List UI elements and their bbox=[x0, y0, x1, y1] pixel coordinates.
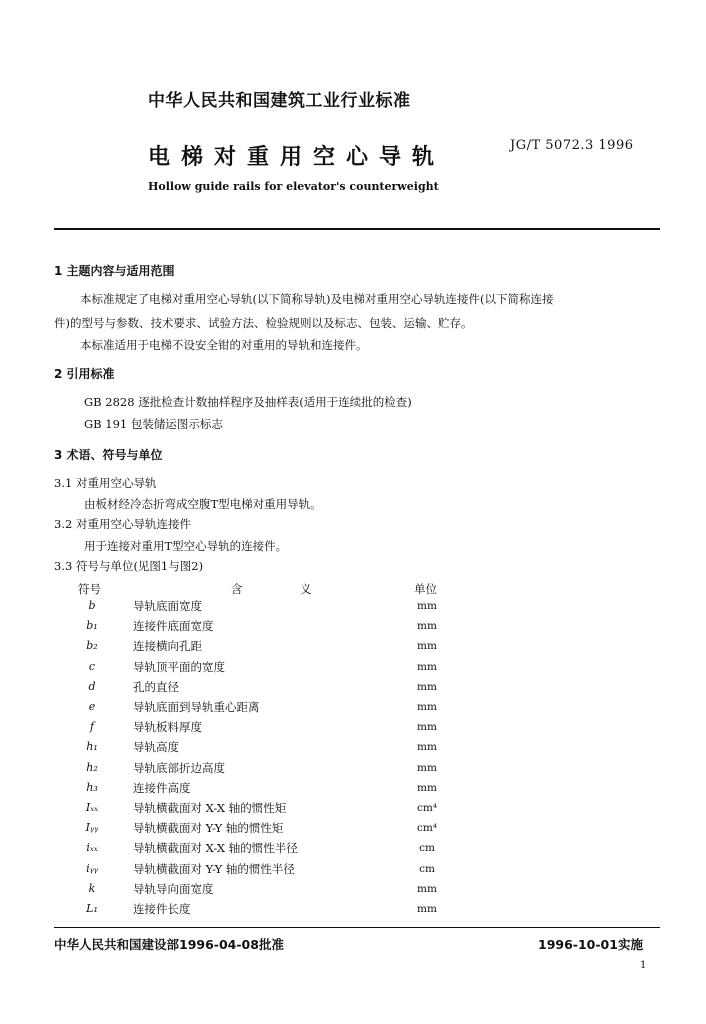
table-row bbox=[0, 678, 706, 698]
table-cell-unit: cm⁴ bbox=[416, 822, 438, 835]
table-row bbox=[0, 839, 706, 859]
table-cell-meaning: 导轨横截面对 Y-Y 轴的惯性矩 bbox=[133, 821, 284, 836]
table-cell-symbol: iᵧᵧ bbox=[86, 861, 98, 875]
page-number: 1 bbox=[640, 960, 647, 971]
table-header-unit: 单位 bbox=[414, 582, 437, 596]
table-cell-unit: mm bbox=[417, 620, 437, 633]
table-cell-unit: mm bbox=[417, 903, 437, 915]
table-cell-symbol: Iₓₓ bbox=[85, 801, 99, 814]
table-cell-meaning: 导轨底部折边高度 bbox=[133, 760, 225, 775]
table-row bbox=[0, 617, 706, 637]
table-row bbox=[0, 900, 706, 920]
table-row bbox=[0, 880, 706, 900]
table-row bbox=[0, 860, 706, 880]
implementation-date: 1996-10-01实施 bbox=[538, 937, 643, 952]
section-1-para2: 本标准适用于电梯不设安全钳的对重用的导轨和连接件。 bbox=[80, 338, 368, 352]
section-3-1-text: 由板材经冷态折弯成空腹T型电梯对重用导轨。 bbox=[84, 497, 322, 511]
table-header-meaning-1: 含 bbox=[231, 582, 243, 596]
table-cell-unit: mm bbox=[417, 680, 437, 693]
section-1-para1-line1: 本标准规定了电梯对重用空心导轨(以下简称导轨)及电梯对重用空心导轨连接件(以下简称连接 bbox=[80, 292, 554, 306]
table-cell-symbol: h₂ bbox=[86, 760, 98, 774]
table-cell-meaning: 导轨导向面宽度 bbox=[133, 881, 214, 896]
table-row bbox=[0, 819, 706, 839]
table-header-symbol: 符号 bbox=[78, 582, 101, 596]
table-cell-symbol: b₁ bbox=[86, 619, 98, 633]
table-cell-unit: cm bbox=[419, 862, 435, 875]
table-row bbox=[0, 779, 706, 799]
table-cell-meaning: 导轨横截面对 X-X 轴的惯性矩 bbox=[133, 801, 287, 815]
table-cell-unit: mm bbox=[417, 600, 437, 612]
section-3-3-heading: 3.3 符号与单位(见图1与图2) bbox=[54, 559, 204, 573]
table-cell-symbol: b bbox=[88, 599, 96, 612]
table-header-meaning-2: 义 bbox=[300, 582, 312, 596]
table-cell-unit: cm bbox=[419, 842, 435, 855]
table-row bbox=[0, 637, 706, 657]
table-cell-unit: mm bbox=[417, 721, 437, 734]
table-cell-meaning: 孔的直径 bbox=[133, 679, 179, 694]
table-cell-unit: mm bbox=[417, 701, 437, 713]
table-cell-meaning: 连接横向孔距 bbox=[133, 639, 202, 654]
table-row bbox=[0, 698, 706, 718]
table-row bbox=[0, 759, 706, 779]
table-cell-symbol: d bbox=[88, 679, 96, 693]
table-cell-meaning: 连接件底面宽度 bbox=[133, 619, 214, 634]
table-cell-meaning: 连接件长度 bbox=[133, 902, 191, 916]
table-row bbox=[0, 597, 706, 617]
section-1-para1-line2: 件)的型号与参数、技术要求、试验方法、检验规则以及标志、包装、运输、贮存。 bbox=[54, 316, 473, 330]
table-cell-meaning: 导轨横截面对 X-X 轴的惯性半径 bbox=[133, 841, 298, 856]
table-cell-meaning: 导轨横截面对 Y-Y 轴的惯性半径 bbox=[133, 861, 295, 876]
table-cell-symbol: iₓₓ bbox=[86, 841, 98, 855]
table-cell-symbol: h₃ bbox=[86, 780, 98, 794]
table-cell-symbol: k bbox=[88, 881, 96, 895]
header-divider bbox=[54, 228, 660, 230]
table-row bbox=[0, 658, 706, 678]
table-row bbox=[0, 799, 706, 819]
table-cell-meaning: 导轨顶平面的宽度 bbox=[133, 659, 225, 674]
table-cell-meaning: 导轨高度 bbox=[133, 740, 179, 755]
standard-code: JG/T 5072.3 1996 bbox=[510, 138, 634, 153]
table-cell-unit: cm⁴ bbox=[416, 802, 438, 814]
table-cell-meaning: 导轨底面宽度 bbox=[133, 599, 202, 613]
table-cell-meaning: 连接件高度 bbox=[133, 780, 191, 795]
issuing-organization: 中华人民共和国建筑工业行业标准 bbox=[148, 91, 411, 111]
section-3-heading: 3 术语、符号与单位 bbox=[54, 448, 163, 462]
table-cell-meaning: 导轨底面到导轨重心距离 bbox=[133, 700, 260, 714]
standard-title: 电梯对重用空心导轨 bbox=[148, 145, 446, 170]
section-2-heading: 2 引用标准 bbox=[54, 367, 115, 381]
table-cell-unit: mm bbox=[417, 781, 437, 794]
english-title: Hollow guide rails for elevator's counterweight bbox=[148, 180, 439, 193]
table-row bbox=[0, 738, 706, 758]
table-cell-unit: mm bbox=[417, 882, 437, 895]
table-cell-symbol: L₁ bbox=[86, 902, 98, 915]
section-3-2-heading: 3.2 对重用空心导轨连接件 bbox=[54, 517, 191, 531]
table-cell-symbol: e bbox=[88, 700, 96, 713]
footer-divider bbox=[54, 927, 660, 928]
table-cell-unit: mm bbox=[417, 640, 437, 653]
table-cell-unit: mm bbox=[417, 761, 437, 774]
table-cell-unit: mm bbox=[417, 660, 437, 673]
section-1-heading: 1 主题内容与适用范围 bbox=[54, 264, 175, 278]
table-cell-symbol: f bbox=[89, 720, 95, 734]
approval-line: 中华人民共和国建设部1996-04-08批准 bbox=[54, 937, 284, 952]
section-3-1-heading: 3.1 对重用空心导轨 bbox=[54, 476, 157, 490]
table-cell-symbol: Iᵧᵧ bbox=[85, 821, 99, 835]
reference-gb2828: GB 2828 逐批检查计数抽样程序及抽样表(适用于连续批的检查) bbox=[84, 395, 412, 409]
table-cell-symbol: c bbox=[88, 659, 96, 673]
table-cell-symbol: b₂ bbox=[86, 639, 98, 653]
table-cell-meaning: 导轨板料厚度 bbox=[133, 720, 202, 735]
table-cell-symbol: h₁ bbox=[86, 740, 98, 754]
table-row bbox=[0, 718, 706, 738]
table-cell-unit: mm bbox=[417, 741, 437, 754]
section-3-2-text: 用于连接对重用T型空心导轨的连接件。 bbox=[84, 539, 288, 553]
reference-gb191: GB 191 包装储运图示标志 bbox=[84, 417, 223, 431]
